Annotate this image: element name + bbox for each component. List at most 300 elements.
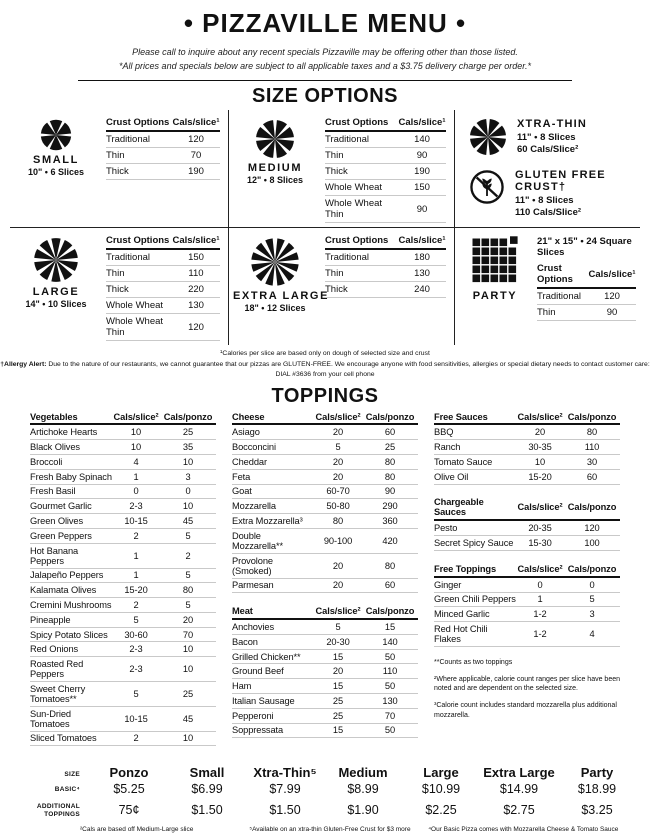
topping-name: BBQ [434,427,454,438]
topping-cals: 80 [384,456,396,467]
crust-name: Thin [106,268,125,280]
topping-row [232,485,418,500]
toppings-footnotes [434,658,620,721]
col-label: Cals/ponzo [365,606,415,617]
topping-name: Fresh Basil [30,486,76,497]
size-desc: 12" • 8 Slices [247,175,303,186]
free-sauces-table [434,410,620,485]
topping-cals: 10-15 [124,713,148,724]
pricing-table [14,765,636,820]
cals-basis-note: ²Cals are based off Medium-Large slice [80,826,194,833]
topping-row [232,470,418,485]
toppings-column-1 [30,410,216,758]
crust-name: Whole Wheat [106,300,164,312]
crust-option-row [106,250,220,266]
additional-toppings-price: $1.50 [191,803,223,818]
medium-label-block [233,115,317,185]
size-card-extra-large [228,228,454,345]
topping-row [30,470,216,485]
size-options-heading: SIZE OPTIONS [251,85,399,108]
topping-cals: 0 [185,486,191,497]
topping-row [434,425,620,440]
topping-cals: 10 [182,456,194,467]
topping-name: Sun-Dried Tomatoes [30,708,71,729]
crust-name: Thin [106,150,125,162]
large-crust-table [106,233,220,341]
crust-cals: 180 [414,252,430,264]
topping-cals: 290 [382,501,398,512]
size-row-label: SIZE [64,771,80,779]
topping-row [30,485,216,500]
topping-cals: 0 [133,486,139,497]
meat-table [232,604,418,738]
topping-cals: 90-100 [323,535,353,546]
size-desc: 10" • 6 Slices [28,167,84,178]
toppings-table-header [30,410,216,426]
topping-cals: 130 [382,695,398,706]
topping-cals: 1 [133,550,139,561]
two-toppings-note: **Counts as two toppings [434,658,513,666]
topping-row [30,583,216,598]
topping-cals: 15 [332,681,344,692]
col-label: Cals/ponzo [567,502,617,513]
topping-cals: 30 [586,456,598,467]
topping-name: Anchovies [232,621,274,632]
topping-name: Pesto [434,523,458,534]
pricing-column [480,765,558,820]
topping-name: Ham [232,681,252,692]
crust-options-col-label: Crust Options [106,117,170,129]
topping-name: Hot Banana Peppers [30,545,79,566]
topping-cals: 110 [382,666,398,677]
topping-cals: 5 [185,599,191,610]
topping-name: Italian Sausage [232,695,295,706]
topping-cals: 20-30 [326,636,350,647]
basic-price: $10.99 [421,782,461,797]
crust-name: Thin [537,307,556,319]
topping-cals: 90 [384,486,396,497]
crust-name: Traditional [537,291,582,303]
topping-cals: 10 [130,442,142,453]
topping-name: Red Hot Chili Flakes [434,623,488,644]
basic-price: $7.99 [269,782,301,797]
crust-option-row [325,250,446,266]
topping-cals: 2 [185,550,191,561]
topping-cals: 10-15 [124,516,148,527]
ranges-note: ²Where applicable, calorie count ranges per slice have been noted and are dependent on the selected size. [434,675,620,693]
crust-table-header [106,233,220,250]
crust-name: Traditional [325,252,370,264]
cals-col-label: Cals/slice¹ [172,235,220,247]
crust-option-row [537,305,636,321]
size-card-medium [228,110,454,228]
basic-price: $6.99 [191,782,223,797]
crust-cals: 150 [414,182,430,194]
crust-cals: 120 [188,321,204,333]
size-name: EXTRA LARGE [233,290,330,303]
party-details [537,236,636,321]
additional-toppings-price: $1.50 [269,803,301,818]
size-name: LARGE [32,286,80,299]
topping-row [232,664,418,679]
party-crust-table [537,261,636,321]
pricing-row-labels [14,765,90,818]
topping-row [232,514,418,529]
crust-option-row [106,314,220,341]
toppings-heading: TOPPINGS [271,384,379,407]
topping-cals: 80 [182,585,194,596]
topping-cals: 50 [384,725,396,736]
crust-name: Thin [325,268,344,280]
crust-cals: 120 [604,291,620,303]
large-label-block [14,233,98,309]
topping-row [30,499,216,514]
crust-name: Traditional [325,134,370,146]
topping-row [30,732,216,747]
toppings-table-header [232,604,418,620]
topping-cals: 20 [332,580,344,591]
crust-cals: 240 [414,284,430,296]
topping-row [434,440,620,455]
topping-row [30,598,216,613]
topping-row [30,455,216,470]
topping-cals: 15-20 [124,585,148,596]
topping-row [434,455,620,470]
crust-option-row [106,266,220,282]
topping-cals: 60 [384,427,396,438]
crust-cals: 90 [416,203,428,215]
topping-row [232,709,418,724]
topping-row [232,499,418,514]
allergy-footnote-label: †Allergy Alert: [0,360,47,368]
topping-cals: 20 [332,666,344,677]
topping-cals: 30-35 [528,442,552,453]
cals-col-label: Cals/slice¹ [172,117,220,129]
crust-option-row [106,132,220,148]
topping-cals: 60 [384,580,396,591]
topping-cals: 5 [133,614,139,625]
topping-cals: 2 [133,530,139,541]
col-label: Cals/slice² [315,411,361,422]
topping-cals: 15 [332,651,344,662]
topping-name: Olive Oil [434,471,469,482]
additional-toppings-price: $2.25 [425,803,457,818]
topping-name: Ranch [434,442,461,453]
pricing-size-name: Party [580,765,614,781]
crust-cals: 190 [188,166,204,178]
crust-cals: 90 [606,307,618,319]
crust-options-col-label: Crust Options [325,235,389,247]
additional-toppings-price: $1.90 [347,803,379,818]
topping-cals: 5 [185,530,191,541]
crust-options-col-label: Crust Options [325,117,389,129]
size-desc: 14" • 10 Slices [25,299,87,310]
topping-row [232,694,418,709]
topping-cals: 5 [589,594,595,605]
basic-price: $14.99 [499,782,539,797]
large-pizza-icon [14,237,98,283]
topping-name: Bacon [232,636,258,647]
group-title: Cheese [232,411,265,422]
crust-cals: 130 [188,300,204,312]
crust-name: Thin [325,150,344,162]
small-label-block [14,115,98,177]
medium-pizza-icon [233,119,317,159]
group-title: Free Toppings [434,563,497,574]
pricing-column [402,765,480,820]
topping-cals: 5 [335,621,341,632]
col-label: Cals/slice² [517,411,563,422]
size-desc: 18" • 12 Slices [244,303,306,314]
crust-cals: 140 [414,134,430,146]
header-note-specials: Please call to inquire about any recent specials Pizzaville may be offering other than those listed. [132,47,518,57]
topping-cals: 60-70 [326,486,350,497]
toppings-table-header [434,410,620,426]
xtra-thin-cals: 60 Cals/Slice² [517,144,579,156]
topping-cals: 360 [382,516,398,527]
basic-price: $5.25 [113,782,145,797]
vegetables-table [30,410,216,747]
topping-row [30,682,216,707]
cals-col-label: Cals/slice¹ [398,235,446,247]
topping-cals: 20 [332,456,344,467]
topping-cals: 20 [332,427,344,438]
size-name: PARTY [472,290,518,303]
topping-row [232,425,418,440]
cals-col-label: Cals/slice¹ [398,117,446,129]
topping-name: Feta [232,471,251,482]
topping-cals: 420 [382,535,398,546]
xtra-thin-pizza-icon [469,118,507,161]
crust-name: Thick [106,284,129,296]
cals-col-label: Cals/slice¹ [588,268,636,280]
crust-name: Whole Wheat Thin [106,316,164,339]
crust-name: Traditional [106,134,151,146]
topping-cals: 45 [182,713,194,724]
crust-name: Thick [106,166,129,178]
basic-price: $18.99 [577,782,617,797]
group-title: Free Sauces [434,411,488,422]
topping-name: Pineapple [30,614,71,625]
size-card-party [454,228,640,345]
topping-cals: 20-35 [528,523,552,534]
xtra-thin-note: ⁵Available on an xtra-thin Gluten-Free Crust for $3 more [249,826,411,833]
party-label-block [463,236,527,302]
topping-cals: 25 [182,688,194,699]
page-title: • PIZZAVILLE MENU • [183,8,467,38]
topping-name: Minced Garlic [434,609,490,620]
gluten-free-block [469,169,636,218]
topping-cals: 1 [133,471,139,482]
topping-row [232,529,418,554]
crust-cals: 90 [416,150,428,162]
crust-option-row [325,132,446,148]
extra-large-label-block [233,233,330,314]
pricing-column [168,765,246,820]
topping-name: Grilled Chicken** [232,651,301,662]
topping-cals: 5 [185,570,191,581]
topping-cals: 1 [537,594,543,605]
topping-name: Green Chili Peppers [434,594,516,605]
crust-cals: 110 [188,268,204,280]
topping-cals: 2 [133,733,139,744]
crust-cals: 190 [414,166,430,178]
topping-row [232,455,418,470]
topping-name: Double Mozzarella** [232,530,283,551]
topping-row [232,579,418,594]
crust-options-col-label: Crust Options [537,263,573,286]
topping-cals: 45 [182,516,194,527]
pricing-size-name: Extra Large [483,765,555,781]
topping-cals: 50 [384,651,396,662]
crust-table-header [106,115,220,132]
group-title: Vegetables [30,411,78,422]
party-desc: 21" x 15" • 24 Square Slices [537,236,632,259]
topping-cals: 110 [584,442,600,453]
topping-cals: 4 [589,628,595,639]
topping-cals: 20 [182,614,194,625]
toppings-table-header [232,410,418,426]
topping-name: Ground Beef [232,666,284,677]
topping-row [434,536,620,551]
pricing-columns [90,765,636,820]
gluten-free-name: GLUTEN FREE CRUST† [515,169,606,194]
topping-cals: 70 [182,629,194,640]
toppings-table-header [434,562,620,578]
topping-cals: 50 [384,681,396,692]
topping-cals: 25 [182,427,194,438]
crust-option-row [325,282,446,298]
allergy-footnote [0,360,650,381]
size-card-small [10,110,228,228]
xtra-thin-size: 11" • 8 Slices [517,131,576,143]
crust-name: Thick [325,284,348,296]
topping-row [434,470,620,485]
topping-name: Spicy Potato Slices [30,629,108,640]
topping-row [232,635,418,650]
mozzarella-note: ³Calorie count includes standard mozzarella plus additional mozzarella. [434,702,617,720]
topping-name: Soppressata [232,725,284,736]
crust-name: Whole Wheat Thin [325,198,383,221]
pricing-size-name: Xtra-Thin⁵ [253,765,317,781]
topping-cals: 15-20 [528,471,552,482]
topping-row [30,514,216,529]
chargeable-sauces-table [434,496,620,551]
topping-cals: 80 [332,516,344,527]
pricing-size-name: Large [423,765,459,781]
topping-name: Ginger [434,579,462,590]
crust-option-row [325,148,446,164]
xtra-thin-name: XTRA-THIN [517,118,588,131]
toppings-grid [30,410,620,758]
topping-name: Gourmet Garlic [30,501,92,512]
topping-name: Parmesan [232,580,274,591]
crust-table-header [537,261,636,289]
topping-row [30,425,216,440]
topping-name: Goat [232,486,252,497]
topping-cals: 20 [332,471,344,482]
topping-cals: 30-60 [124,629,148,640]
topping-name: Green Olives [30,516,84,527]
calories-footnote: ¹Calories per slice are based only on dough of selected size and crust [220,350,430,358]
topping-cals: 50-80 [326,501,350,512]
topping-name: Tomato Sauce [434,456,493,467]
topping-cals: 1-2 [533,628,547,639]
crust-name: Whole Wheat [325,182,383,194]
topping-cals: 1-2 [533,609,547,620]
gluten-free-size: 11" • 8 Slices [515,194,574,206]
topping-cals: 20 [332,560,344,571]
crust-cals: 130 [414,268,430,280]
crust-options-col-label: Crust Options [106,235,170,247]
header-note-taxes: *All prices and specials below are subject to all applicable taxes and a $3.75 delivery charge per order.* [119,61,531,72]
gluten-free-icon [469,169,505,210]
topping-cals: 5 [335,442,341,453]
additional-toppings-price: $2.75 [503,803,535,818]
topping-row [30,707,216,732]
topping-cals: 10 [182,664,194,675]
topping-cals: 0 [537,579,543,590]
topping-row [434,593,620,608]
crust-option-row [106,298,220,314]
toppings-table-header [434,496,620,522]
topping-row [434,622,620,647]
crust-option-row [106,164,220,180]
topping-cals: 20 [534,427,546,438]
col-label: Cals/slice² [517,563,563,574]
crust-table-header [325,115,446,132]
crust-table-header [325,233,446,250]
crust-option-row [537,289,636,305]
topping-row [232,724,418,739]
crust-cals: 150 [188,252,204,264]
topping-cals: 2-3 [129,664,143,675]
crust-cals: 120 [188,134,204,146]
pricing-size-name: Medium [338,765,388,781]
topping-row [232,440,418,455]
topping-name: Bocconcini [232,442,276,453]
topping-name: Black Olives [30,442,80,453]
topping-cals: 3 [589,609,595,620]
topping-cals: 120 [584,523,600,534]
topping-cals: 15 [332,725,344,736]
basic-price: $8.99 [347,782,379,797]
topping-row [30,613,216,628]
topping-name: Jalapeño Peppers [30,570,104,581]
pricing-column [558,765,636,820]
topping-name: Asiago [232,427,260,438]
topping-name: Kalamata Olives [30,585,97,596]
topping-cals: 0 [589,579,595,590]
additional-toppings-row-label: ADDITIONAL TOPPINGS [36,803,80,818]
additional-toppings-price: 75¢ [118,803,140,818]
topping-cals: 25 [384,442,396,453]
crust-option-row [106,282,220,298]
topping-name: Artichoke Hearts [30,427,98,438]
party-grid-icon [472,269,518,286]
col-label: Cals/ponzo [365,411,415,422]
size-footnotes [0,349,650,381]
topping-cals: 60 [586,471,598,482]
crust-option-row [106,148,220,164]
group-title: Meat [232,606,253,617]
extra-large-pizza-icon [233,237,317,287]
additional-toppings-price: $3.25 [581,803,613,818]
col-label: Cals/slice² [113,411,159,422]
topping-name: Sliced Tomatoes [30,733,97,744]
topping-name: Secret Spicy Sauce [434,538,514,549]
size-name: MEDIUM [247,162,303,175]
